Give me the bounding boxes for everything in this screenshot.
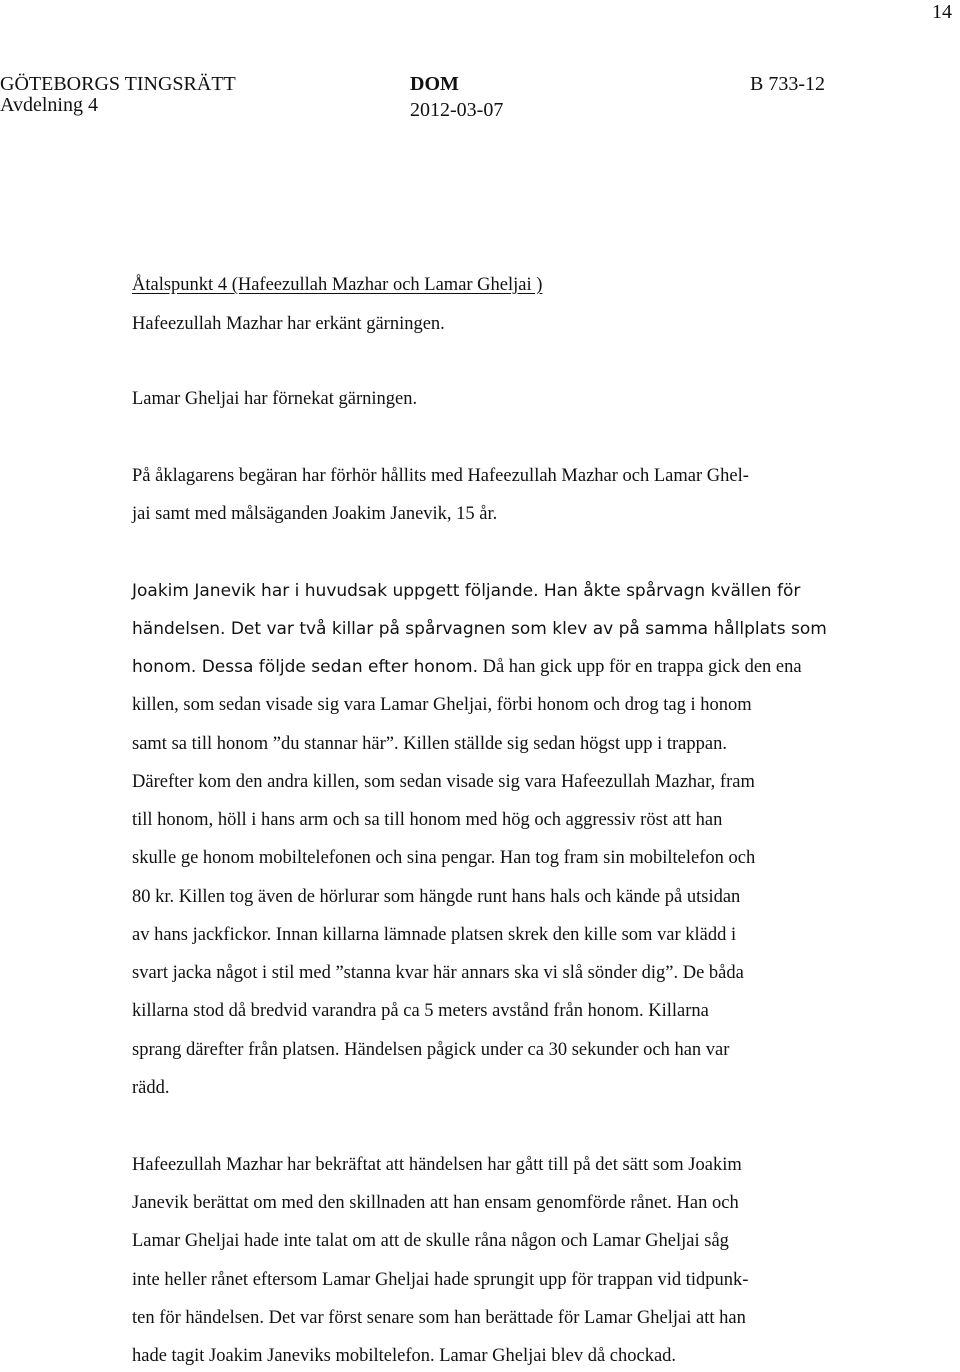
testimony-line: killarna stod då bredvid varandra på ca 5 meters avstånd från honom. Killarna (132, 1001, 709, 1021)
doc-date: 2012-03-07 (410, 99, 504, 121)
confession-line: Hafeezullah Mazhar har bekräftat att händelsen har gått till på det sätt som Joakim (132, 1155, 742, 1175)
doc-type: DOM (410, 73, 459, 95)
testimony-line: killen, som sedan visade sig vara Lamar Gheljai, förbi honom och drog tag i honom (132, 695, 752, 715)
court-name: GÖTEBORGS TINGSRÄTT (0, 73, 236, 95)
testimony-serif-segment: Då han gick upp för en trappa gick den ena (477, 657, 802, 677)
division: Avdelning 4 (0, 94, 98, 116)
testimony-line: sprang därefter från platsen. Händelsen pågick under ca 30 sekunder och han var (132, 1040, 730, 1060)
testimony-line: skulle ge honom mobiltelefonen och sina pengar. Han tog fram sin mobiltelefon och (132, 848, 756, 868)
section-heading: Åtalspunkt 4 (Hafeezullah Mazhar och Lamar Gheljai ) (132, 275, 543, 295)
testimony-line (132, 655, 802, 679)
confession-line: Janevik berättat om med den skillnaden att han ensam genomförde rånet. Han och (132, 1193, 739, 1213)
testimony-sans-segment: honom. Dessa följde sedan efter honom. (132, 657, 478, 677)
page-number: 14 (932, 1, 952, 23)
confession-line: hade tagit Joakim Janeviks mobiltelefon. Lamar Gheljai blev då chockad. (132, 1346, 677, 1366)
paragraph-denial: Lamar Gheljai har förnekat gärningen. (132, 389, 418, 409)
testimony-line: Därefter kom den andra killen, som sedan visade sig vara Hafeezullah Mazhar, fram (132, 772, 755, 792)
confession-line: Lamar Gheljai hade inte talat om att de skulle råna någon och Lamar Gheljai såg (132, 1231, 729, 1251)
testimony-line: händelsen. Det var två killar på spårvagnen som klev av på samma hållplats som (132, 619, 827, 639)
paragraph-admission: Hafeezullah Mazhar har erkänt gärningen. (132, 314, 445, 334)
testimony-line: Joakim Janevik har i huvudsak uppgett följande. Han åkte spårvagn kvällen för (132, 581, 801, 601)
paragraph-hearing-line-2: jai samt med målsäganden Joakim Janevik, 15 år. (132, 504, 498, 524)
testimony-line: rädd. (132, 1078, 170, 1098)
case-number: B 733-12 (750, 73, 825, 95)
confession-line: inte heller rånet eftersom Lamar Gheljai hade sprungit upp för trappan vid tidpunk- (132, 1270, 749, 1290)
confession-line: ten för händelsen. Det var först senare som han berättade för Lamar Gheljai att han (132, 1308, 746, 1328)
paragraph-hearing-line-1: På åklagarens begäran har förhör hållits med Hafeezullah Mazhar och Lamar Ghel- (132, 466, 749, 486)
testimony-line: svart jacka något i stil med ”stanna kvar här annars ska vi slå sönder dig”. De båda (132, 963, 744, 983)
testimony-line: av hans jackfickor. Innan killarna lämnade platsen skrek den kille som var klädd i (132, 925, 737, 945)
testimony-line: samt sa till honom ”du stannar här”. Killen ställde sig sedan högst upp i trappan. (132, 734, 727, 754)
testimony-line: till honom, höll i hans arm och sa till honom med hög och aggressiv röst att han (132, 810, 723, 830)
testimony-line: 80 kr. Killen tog även de hörlurar som hängde runt hans hals och kände på utsidan (132, 887, 741, 907)
